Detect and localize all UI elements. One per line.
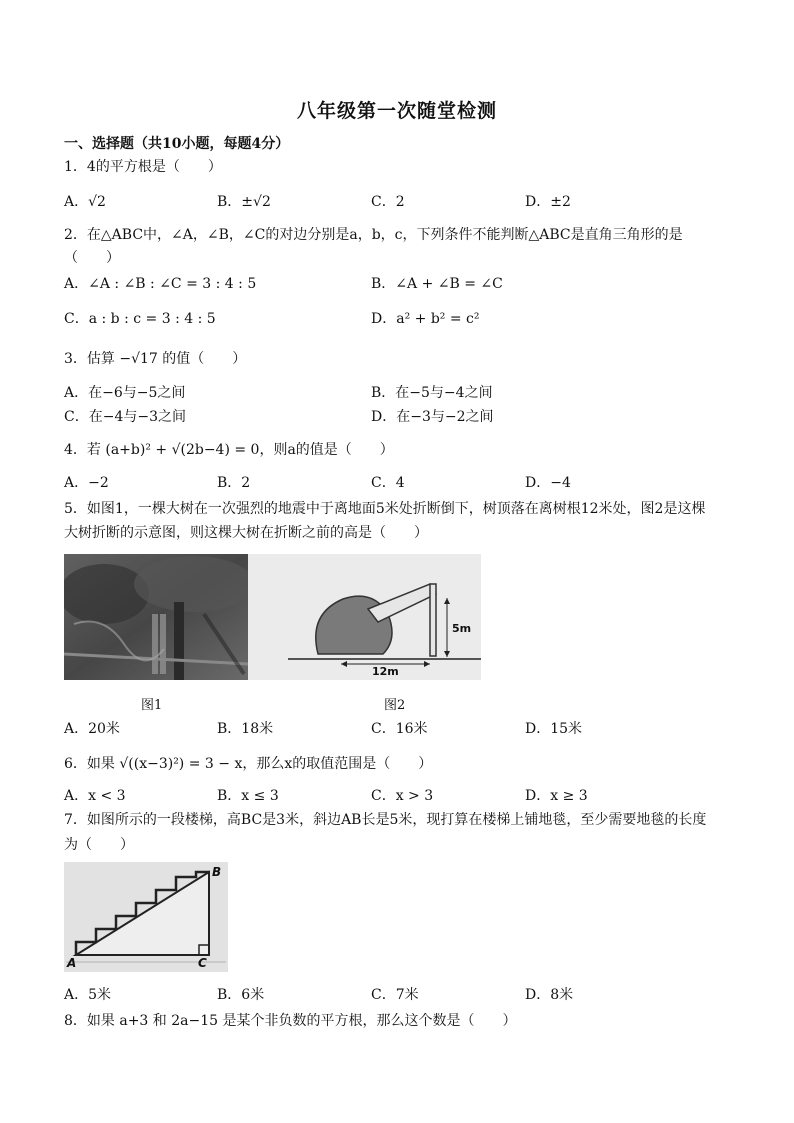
point-c-label: C — [198, 956, 207, 970]
question-5-stem: 5．如图1，一棵大树在一次强烈的地震中于离地面5米处折断倒下，树顶落在离树根12米处，图2是这棵 — [64, 501, 706, 517]
q1-option-a: A．√2 — [64, 194, 106, 210]
q5-option-b: B．18米 — [217, 721, 274, 737]
question-1-stem: 1．4的平方根是（ ） — [64, 159, 222, 175]
q4-option-a: A．−2 — [64, 475, 109, 491]
q1-option-c: C．2 — [371, 194, 405, 210]
point-a-label: A — [67, 956, 77, 970]
q6-option-c: C．x > 3 — [371, 788, 434, 804]
q3-option-b: B．在−5与−4之间 — [371, 385, 493, 401]
question-8-stem: 8．如果 a+3 和 2a−15 是某个非负数的平方根，那么这个数是（ ） — [64, 1013, 517, 1029]
q4-option-d: D．−4 — [525, 475, 571, 491]
q1-option-d: D．±2 — [525, 194, 571, 210]
q2-option-a: A．∠A : ∠B : ∠C = 3 : 4 : 5 — [64, 276, 257, 292]
q2-option-b: B．∠A + ∠B = ∠C — [371, 276, 503, 292]
question-4-stem: 4．若 (a+b)² + √(2b−4) = 0，则a的值是（ ） — [64, 442, 394, 458]
width-label: 12m — [372, 665, 399, 678]
q5-option-a: A．20米 — [64, 721, 120, 737]
q2-option-c: C．a : b : c = 3 : 4 : 5 — [64, 311, 216, 327]
q2-option-d: D．a² + b² = c² — [371, 311, 480, 327]
question-5-stem-cont: 大树折断的示意图，则这棵大树在折断之前的高是（ ） — [64, 525, 428, 541]
question-7-stem: 7．如图所示的一段楼梯，高BC是3米，斜边AB长是5米，现打算在楼梯上铺地毯，至少需要地毯的长度 — [64, 812, 707, 828]
question-6-stem: 6．如果 √((x−3)²) = 3 − x，那么x的取值范围是（ ） — [64, 756, 433, 772]
q7-option-a: A．5米 — [64, 987, 112, 1003]
question-2-stem-cont: （ ） — [64, 250, 120, 266]
broken-tree-diagram — [248, 554, 481, 680]
q4-option-b: B．2 — [217, 475, 251, 491]
q3-option-a: A．在−6与−5之间 — [64, 385, 186, 401]
q7-option-b: B．6米 — [217, 987, 265, 1003]
figure-1-caption: 图1 — [141, 698, 163, 713]
q6-option-d: D．x ≥ 3 — [525, 788, 588, 804]
q4-option-c: C．4 — [371, 475, 405, 491]
figure-2-caption: 图2 — [384, 698, 406, 713]
figure-1-photo — [64, 554, 248, 680]
q6-option-a: A．x < 3 — [64, 788, 126, 804]
question-3-stem: 3．估算 −√17 的值（ ） — [64, 351, 247, 367]
q3-option-c: C．在−4与−3之间 — [64, 409, 186, 425]
q1-option-b: B．±√2 — [217, 194, 271, 210]
q5-option-d: D．15米 — [525, 721, 583, 737]
tree-photo-illustration — [64, 554, 248, 680]
point-b-label: B — [212, 865, 222, 879]
q7-option-c: C．7米 — [371, 987, 419, 1003]
question-2-stem: 2．在△ABC中，∠A，∠B，∠C的对边分别是a，b，c，下列条件不能判断△ABC是直角三角形的是 — [64, 227, 683, 243]
page-title: 八年级第一次随堂检测 — [296, 100, 497, 122]
height-label: 5m — [452, 622, 472, 635]
q7-option-d: D．8米 — [525, 987, 574, 1003]
q6-option-b: B．x ≤ 3 — [217, 788, 279, 804]
stairs-figure — [64, 862, 228, 972]
question-7-stem-cont: 为（ ） — [64, 837, 134, 853]
q3-option-d: D．在−3与−2之间 — [371, 409, 494, 425]
figure-2-diagram — [248, 554, 481, 680]
q5-option-c: C．16米 — [371, 721, 428, 737]
section-heading: 一、选择题（共10小题，每题4分） — [64, 136, 290, 152]
